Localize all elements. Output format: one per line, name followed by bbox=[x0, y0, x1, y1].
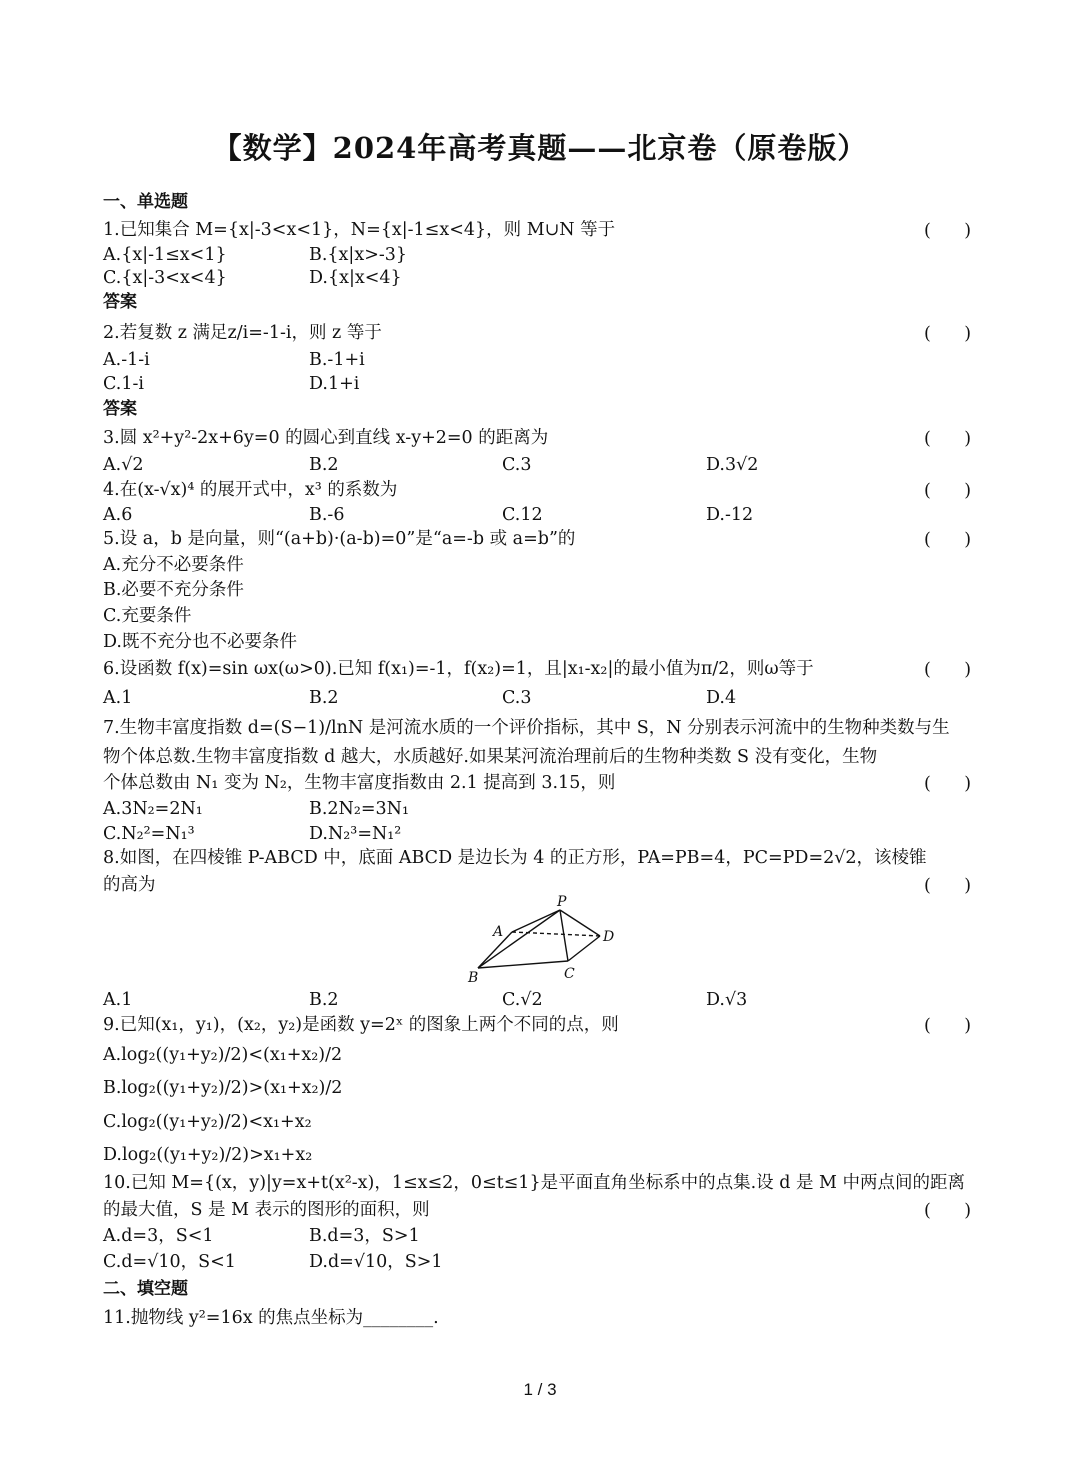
question-10-stem-line-1: 10.已知 M={(x，y)|y=x+t(x²-x)，1≤x≤2，0≤t≤1}是平面直角坐标系中的点集.设 d 是 M 中两点间的距离 bbox=[103, 1173, 966, 1193]
edge-pc bbox=[560, 910, 568, 961]
answer-label: 答案 bbox=[103, 399, 137, 419]
question-7-option-a: A.3N₂=2N₁ bbox=[103, 799, 203, 819]
question-4-option-d: D.-12 bbox=[706, 505, 754, 525]
question-6-option-b: B.2 bbox=[309, 688, 339, 708]
answer-bracket: ( ) bbox=[924, 481, 972, 501]
question-4-stem: 4.在(x-√x)⁴ 的展开式中，x³ 的系数为 bbox=[103, 480, 398, 500]
question-9-stem: 9.已知(x₁，y₁)，(x₂，y₂)是函数 y=2ˣ 的图象上两个不同的点，则 bbox=[103, 1015, 619, 1035]
question-8-option-b: B.2 bbox=[309, 990, 339, 1010]
question-6-option-c: C.3 bbox=[502, 688, 532, 708]
question-6-option-a: A.1 bbox=[103, 688, 133, 708]
question-3-option-a: A.√2 bbox=[103, 455, 144, 475]
question-3-option-d: D.3√2 bbox=[706, 455, 759, 475]
question-2-option-c: C.1-i bbox=[103, 374, 144, 394]
pyramid-figure bbox=[460, 893, 630, 988]
question-1-option-a: A.{x|-1≤x<1} bbox=[103, 245, 227, 265]
question-9-option-a: A.log₂((y₁+y₂)/2)<(x₁+x₂)/2 bbox=[103, 1045, 343, 1065]
question-3-stem: 3.圆 x²+y²-2x+6y=0 的圆心到直线 x-y+2=0 的距离为 bbox=[103, 428, 549, 448]
question-2-option-d: D.1+i bbox=[309, 374, 360, 394]
vertex-label-c: C bbox=[564, 966, 575, 982]
question-10-option-c: C.d=√10，S<1 bbox=[103, 1252, 236, 1272]
question-2-option-a: A.-1-i bbox=[103, 350, 150, 370]
question-1-stem: 1.已知集合 M={x|-3<x<1}，N={x|-1≤x<4}，则 M∪N 等于 bbox=[103, 220, 616, 240]
vertex-label-d: D bbox=[603, 929, 615, 945]
question-3-option-b: B.2 bbox=[309, 455, 339, 475]
question-9-option-b: B.log₂((y₁+y₂)/2)>(x₁+x₂)/2 bbox=[103, 1078, 343, 1098]
answer-bracket: ( ) bbox=[924, 221, 972, 241]
answer-bracket: ( ) bbox=[924, 530, 972, 550]
question-5-option-b: B.必要不充分条件 bbox=[103, 580, 244, 600]
question-6-stem: 6.设函数 f(x)=sin ωx(ω>0).已知 f(x₁)=-1，f(x₂)=1，且|x₁-x₂|的最小值为π/2，则ω等于 bbox=[103, 659, 814, 679]
answer-bracket: ( ) bbox=[924, 876, 972, 896]
question-7-stem-line-2: 物个体总数.生物丰富度指数 d 越大，水质越好.如果某河流治理前后的生物种类数 S 没有变化，生物 bbox=[103, 747, 878, 767]
question-5-option-a: A.充分不必要条件 bbox=[103, 555, 244, 575]
question-6-option-d: D.4 bbox=[706, 688, 737, 708]
answer-bracket: ( ) bbox=[924, 1016, 972, 1036]
question-2-option-b: B.-1+i bbox=[309, 350, 365, 370]
question-10-option-d: D.d=√10，S>1 bbox=[309, 1252, 443, 1272]
page-number: 1 / 3 bbox=[523, 1380, 557, 1399]
question-7-stem-line-1: 7.生物丰富度指数 d=(S−1)/lnN 是河流水质的一个评价指标，其中 S，N 分别表示河流中的生物种类数与生 bbox=[103, 718, 950, 738]
answer-bracket: ( ) bbox=[924, 429, 972, 449]
section-heading-single-choice: 一、单选题 bbox=[103, 192, 188, 212]
question-8-option-a: A.1 bbox=[103, 990, 133, 1010]
question-5-stem: 5.设 a，b 是向量，则“(a+b)·(a-b)=0”是“a=-b 或 a=b”的 bbox=[103, 529, 576, 549]
question-2-stem: 2.若复数 z 满足z/i=-1-i，则 z 等于 bbox=[103, 323, 382, 343]
answer-bracket: ( ) bbox=[924, 774, 972, 794]
edge-bc bbox=[478, 961, 568, 968]
question-8-option-c: C.√2 bbox=[502, 990, 543, 1010]
edge-pa bbox=[512, 910, 560, 932]
question-8-stem-line-1: 8.如图，在四棱锥 P-ABCD 中，底面 ABCD 是边长为 4 的正方形，PA=PB=4，PC=PD=2√2，该棱锥 bbox=[103, 848, 927, 868]
question-5-option-c: C.充要条件 bbox=[103, 606, 192, 626]
question-3-option-c: C.3 bbox=[502, 455, 532, 475]
question-8-stem-line-2: 的高为 bbox=[103, 875, 156, 895]
vertex-label-a: A bbox=[493, 924, 504, 940]
question-10-option-b: B.d=3，S>1 bbox=[309, 1226, 420, 1246]
answer-bracket: ( ) bbox=[924, 660, 972, 680]
edge-pb bbox=[478, 910, 560, 968]
question-9-option-d: D.log₂((y₁+y₂)/2)>x₁+x₂ bbox=[103, 1145, 313, 1165]
question-11-stem: 11.抛物线 y²=16x 的焦点坐标为________. bbox=[103, 1308, 439, 1328]
question-4-option-c: C.12 bbox=[502, 505, 543, 525]
question-4-option-a: A.6 bbox=[103, 505, 133, 525]
question-1-option-b: B.{x|x>-3} bbox=[309, 245, 408, 265]
answer-bracket: ( ) bbox=[924, 324, 972, 344]
question-1-option-d: D.{x|x<4} bbox=[309, 268, 402, 288]
answer-label: 答案 bbox=[103, 292, 137, 312]
question-4-option-b: B.-6 bbox=[309, 505, 345, 525]
question-7-option-b: B.2N₂=3N₁ bbox=[309, 799, 410, 819]
question-7-stem-line-3: 个体总数由 N₁ 变为 N₂，生物丰富度指数由 2.1 提高到 3.15，则 bbox=[103, 773, 616, 793]
edge-pd bbox=[560, 910, 600, 936]
document-title: 【数学】2024年高考真题——北京卷（原卷版） bbox=[212, 131, 868, 165]
question-7-option-d: D.N₂³=N₁² bbox=[309, 824, 402, 844]
answer-bracket: ( ) bbox=[924, 1201, 972, 1221]
question-8-option-d: D.√3 bbox=[706, 990, 748, 1010]
section-heading-fill-in: 二、填空题 bbox=[103, 1279, 188, 1299]
question-7-option-c: C.N₂²=N₁³ bbox=[103, 824, 195, 844]
question-9-option-c: C.log₂((y₁+y₂)/2)<x₁+x₂ bbox=[103, 1112, 312, 1132]
vertex-label-b: B bbox=[468, 970, 479, 986]
question-10-stem-line-2: 的最大值，S 是 M 表示的图形的面积，则 bbox=[103, 1200, 430, 1220]
edge-cd bbox=[568, 936, 600, 961]
question-1-option-c: C.{x|-3<x<4} bbox=[103, 268, 227, 288]
vertex-label-p: P bbox=[557, 894, 567, 910]
question-10-option-a: A.d=3，S<1 bbox=[103, 1226, 214, 1246]
question-5-option-d: D.既不充分也不必要条件 bbox=[103, 632, 297, 652]
